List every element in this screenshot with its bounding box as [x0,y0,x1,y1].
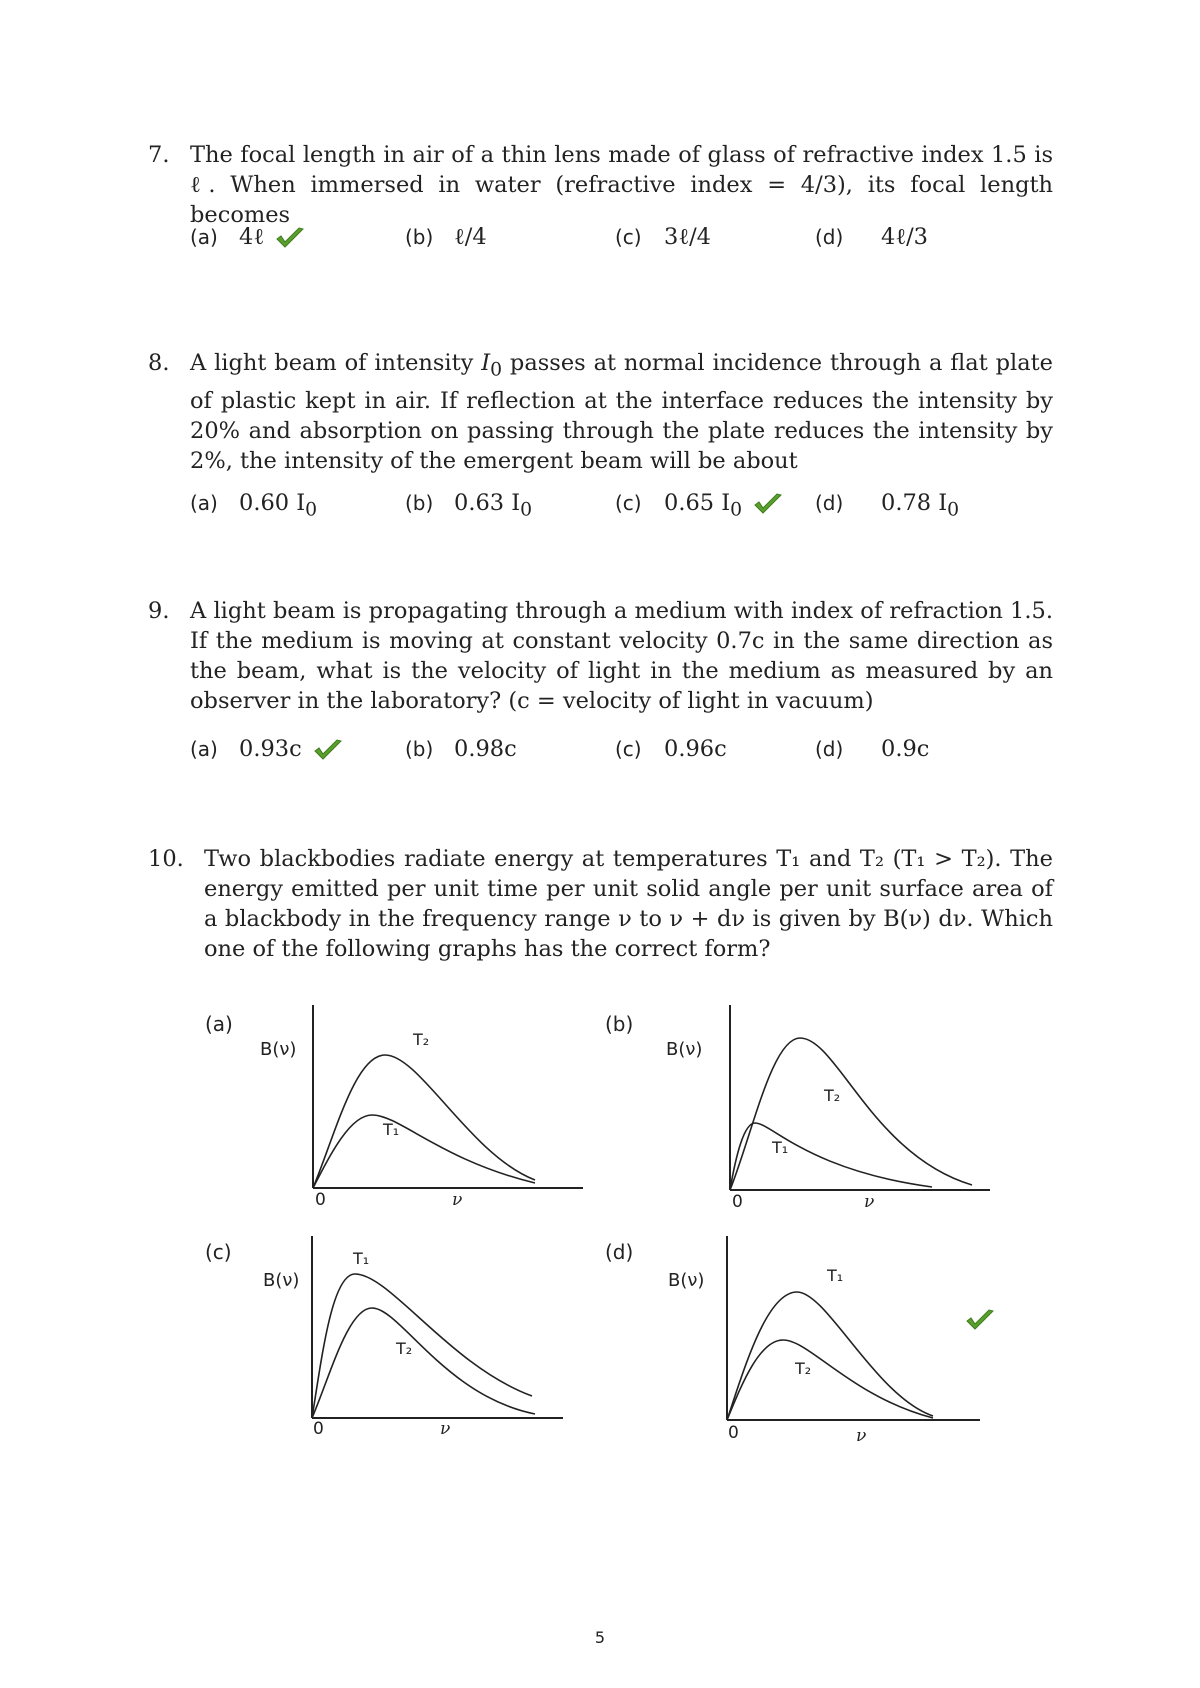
graph-d-label: (d) [605,1240,634,1264]
question-number: 9. [148,598,170,624]
option-b[interactable]: (b) 0.63 $I_0$ [405,490,533,521]
checkmark-icon [313,738,343,762]
question-text: A light beam is propagating through a medium with index of refraction 1.5. If the medium is moving at constant velocity 0.7c in the same direction as the beam, what is the velocity of light in the medium as measured by an observer in the laboratory? (c = velocity of light in vacuum) [190,598,1053,714]
option-label: (b) [405,491,434,515]
y-label: B(ν) [668,1270,705,1291]
curve-t2 [313,1055,535,1188]
question-7 [148,140,1053,230]
option-value: 0.96c [664,736,727,762]
question-10 [148,844,1053,964]
x-label: ν [452,1190,463,1210]
option-value: 0.93c [239,736,302,762]
label-t2: T₂ [795,1359,812,1378]
option-label: (a) [190,737,218,761]
curve-t2 [727,1340,933,1420]
y-label: B(ν) [666,1039,703,1060]
options-7 [190,224,1070,256]
graph-c-plot [260,1236,580,1439]
y-label: B(ν) [263,1270,300,1291]
option-value: 3ℓ/4 [664,224,711,250]
question-number: 7. [148,142,170,168]
graph-a[interactable] [260,1005,580,1210]
option-label: (c) [615,491,642,515]
question-number: 8. [148,350,170,376]
option-label: (b) [405,737,434,761]
question-8 [148,348,1053,476]
label-t1: T₁ [353,1249,370,1268]
label-t2: T₂ [396,1339,413,1358]
graph-d-plot [668,1236,995,1446]
origin-label: 0 [315,1190,326,1210]
graph-c[interactable] [260,1236,580,1439]
page-number: 5 [594,1628,606,1647]
options-9 [190,736,1070,768]
y-label: B(ν) [260,1039,297,1060]
option-b[interactable] [405,736,517,762]
curve-t2 [730,1038,972,1190]
question-9 [148,596,1053,716]
option-value: ℓ/4 [454,224,487,250]
option-label: (a) [190,491,218,515]
label-t2: T₂ [413,1030,430,1049]
option-c[interactable] [615,736,727,762]
option-value: 4ℓ/3 [881,224,928,250]
option-label: (a) [190,225,218,249]
graph-b-label: (b) [605,1012,634,1036]
option-label: (d) [815,737,844,761]
options-8 [190,490,1070,522]
origin-label: 0 [313,1419,324,1439]
curve-t1 [730,1123,932,1190]
origin-label: 0 [732,1192,743,1212]
graph-d[interactable] [668,1236,995,1446]
x-label: ν [864,1192,875,1212]
option-d[interactable] [815,736,929,762]
graph-b[interactable] [666,1005,992,1212]
label-t1: T₁ [827,1266,844,1285]
option-label: (c) [615,225,642,249]
option-label: (c) [615,737,642,761]
label-t1: T₁ [383,1120,400,1139]
option-c[interactable] [615,224,711,250]
graph-a-label: (a) [205,1012,233,1036]
label-t2: T₂ [824,1086,841,1105]
option-value: 0.65 I [664,490,731,516]
graph-a-plot [260,1005,580,1210]
option-value: 0.78 I [881,490,948,516]
option-value: 0.9c [881,736,930,762]
x-label: ν [440,1419,451,1439]
curve-t1 [313,1115,535,1188]
option-c[interactable]: (c) 0.65 $I_0$ [615,490,783,521]
option-label: (b) [405,225,434,249]
option-value: 4ℓ [239,224,265,250]
graph-c-label: (c) [205,1240,232,1264]
option-a[interactable]: (a) 0.60 $I_0$ [190,490,318,521]
curve-t2 [312,1308,535,1418]
checkmark-icon [753,492,783,516]
option-value: 0.98c [454,736,517,762]
option-a[interactable] [190,736,343,762]
option-label: (d) [815,225,844,249]
option-label: (d) [815,491,844,515]
label-t1: T₁ [772,1138,789,1157]
option-d[interactable]: (d) 0.78 $I_0$ [815,490,960,521]
checkmark-icon [965,1308,995,1332]
option-d[interactable] [815,224,928,250]
question-text: Two blackbodies radiate energy at temperatures T₁ and T₂ (T₁ > T₂). The energy emitted per unit time per unit solid angle per unit surface area of a blackbody in the frequency range ν to ν + dν is given by B(ν) dν. Which one of the following graphs has the correct form? [204,846,1053,962]
question-text: The focal length in air of a thin lens made of glass of refractive index 1.5 is ℓ. When immersed in water (refractive index = 4/3), its focal length becomes [190,142,1053,228]
option-value: 0.63 I [454,490,521,516]
option-a[interactable] [190,224,305,250]
option-b[interactable] [405,224,487,250]
question-text: A light beam of intensity $I_0$ passes at normal incidence through a flat plate of plastic kept in air. If reflection at the interface reduces the intensity by 20% and absorption on passing through the plate reduces the intensity by 2%, the intensity of the emergent beam will be about [190,350,1053,474]
x-label: ν [856,1426,867,1446]
question-number: 10. [148,846,184,872]
checkmark-icon [275,226,305,250]
graph-b-plot [666,1005,992,1212]
origin-label: 0 [728,1423,739,1443]
option-value: 0.60 I [239,490,306,516]
